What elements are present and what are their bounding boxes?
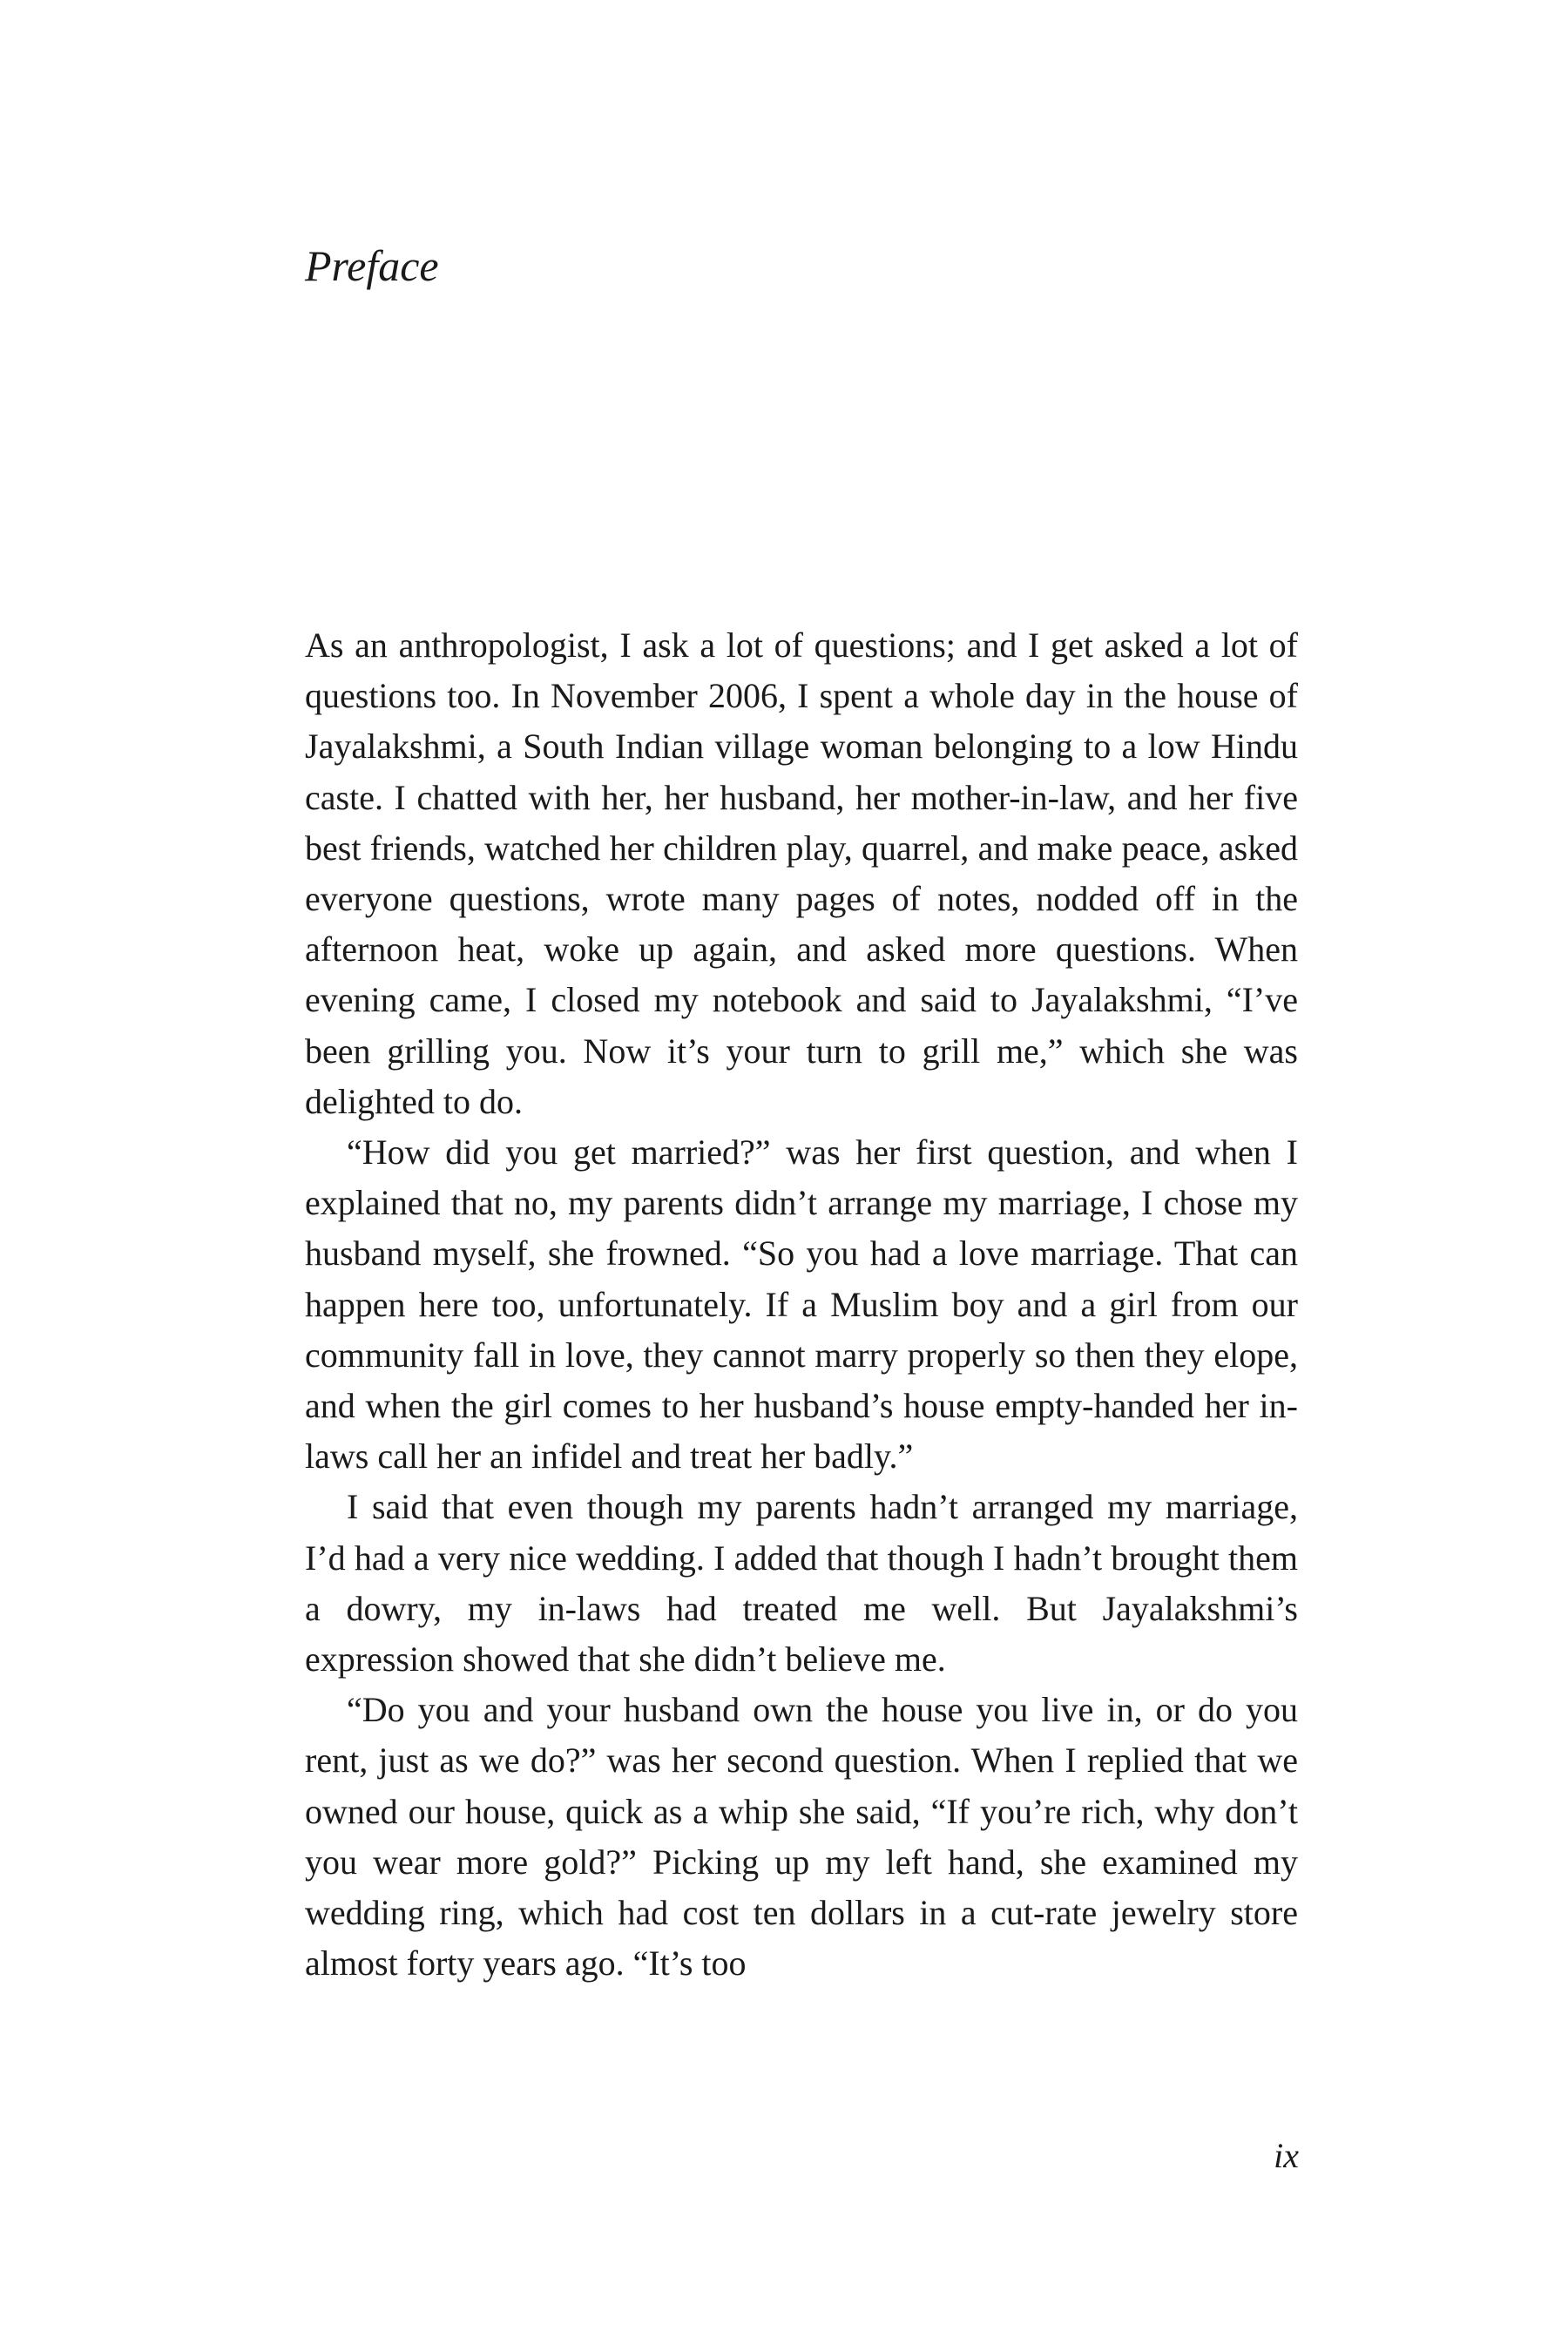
paragraph-3: I said that even though my parents hadn’t arranged my marriage, I’d had a very nice wedding. I added that though I hadn’t brought them a dowry, my in-laws had treated me well. But Jayalakshmi’s expression showed that she didn’t believe me.	[305, 1487, 1298, 1680]
page-number: ix	[1274, 2136, 1299, 2175]
paragraph-2: “How did you get married?” was her first question, and when I explained that no, my parents didn’t arrange my marriage, I chose my husband myself, she frowned. “So you had a love marriage. That can happen here too, unfortunately. If a Muslim boy and a girl from our community fall in love, they cannot marry properly so then they elope, and when the girl comes to her husband’s house empty-handed her in-laws call her an infidel and treat her badly.”	[305, 1132, 1298, 1477]
body-text	[305, 620, 1298, 1989]
paragraph-1: As an anthropologist, I ask a lot of questions; and I get asked a lot of questions too. In November 2006, I spent a whole day in the house of Jayalakshmi, a South Indian village woman belonging to a low Hindu caste. I chatted with her, her husband, her mother-in-law, and her five best friends, watched her children play, quarrel, and make peace, asked everyone questions, wrote many pages of notes, nodded off in the afternoon heat, woke up again, and asked more questions. When evening came, I closed my notebook and said to Jayalakshmi, “I’ve been grilling you. Now it’s your turn to grill me,” which she was delighted to do.	[305, 625, 1298, 1121]
paragraph-4: “Do you and your husband own the house you live in, or do you rent, just as we do?” was her second question. When I replied that we owned our house, quick as a whip she said, “If you’re rich, why don’t you wear more gold?” Picking up my left hand, she examined my wedding ring, which had cost ten dollars in a cut-rate jewelry store almost forty years ago. “It’s too	[305, 1690, 1298, 1984]
page-title: Preface	[305, 241, 439, 290]
